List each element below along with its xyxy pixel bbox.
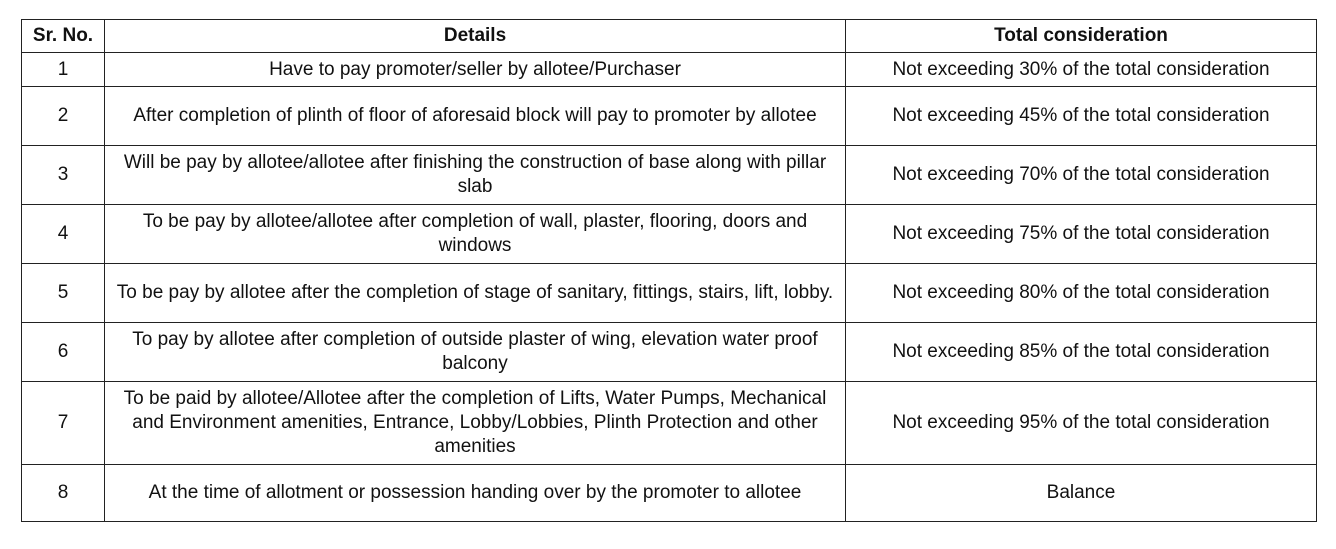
cell-total: Not exceeding 85% of the total consideration bbox=[846, 323, 1317, 382]
table-row bbox=[22, 205, 1317, 264]
table-row bbox=[22, 146, 1317, 205]
cell-sr-no: 8 bbox=[22, 465, 105, 522]
cell-sr-no: 2 bbox=[22, 87, 105, 146]
cell-total: Not exceeding 30% of the total consideration bbox=[846, 53, 1317, 87]
cell-total: Not exceeding 95% of the total consideration bbox=[846, 382, 1317, 465]
cell-total: Balance bbox=[846, 465, 1317, 522]
table-header bbox=[22, 20, 1317, 53]
table-row bbox=[22, 382, 1317, 465]
header-sr-no: Sr. No. bbox=[22, 20, 105, 53]
cell-sr-no: 5 bbox=[22, 264, 105, 323]
table-row bbox=[22, 264, 1317, 323]
cell-total: Not exceeding 75% of the total consideration bbox=[846, 205, 1317, 264]
cell-sr-no: 4 bbox=[22, 205, 105, 264]
cell-total: Not exceeding 80% of the total consideration bbox=[846, 264, 1317, 323]
cell-sr-no: 1 bbox=[22, 53, 105, 87]
cell-total: Not exceeding 70% of the total consideration bbox=[846, 146, 1317, 205]
cell-details: Have to pay promoter/seller by allotee/Purchaser bbox=[105, 53, 846, 87]
cell-details: To be pay by allotee after the completion of stage of sanitary, fittings, stairs, lift, lobby. bbox=[105, 264, 846, 323]
table-row bbox=[22, 323, 1317, 382]
header-details: Details bbox=[105, 20, 846, 53]
table-row bbox=[22, 465, 1317, 522]
cell-details: Will be pay by allotee/allotee after finishing the construction of base along with pillar slab bbox=[105, 146, 846, 205]
cell-sr-no: 6 bbox=[22, 323, 105, 382]
header-total-consideration: Total consideration bbox=[846, 20, 1317, 53]
cell-sr-no: 7 bbox=[22, 382, 105, 465]
table-row bbox=[22, 53, 1317, 87]
header-row bbox=[22, 20, 1317, 53]
cell-details: To be pay by allotee/allotee after completion of wall, plaster, flooring, doors and windows bbox=[105, 205, 846, 264]
cell-details: After completion of plinth of floor of aforesaid block will pay to promoter by allotee bbox=[105, 87, 846, 146]
table-body bbox=[22, 53, 1317, 522]
table-row bbox=[22, 87, 1317, 146]
payment-schedule-table bbox=[21, 19, 1317, 522]
cell-sr-no: 3 bbox=[22, 146, 105, 205]
cell-details: At the time of allotment or possession handing over by the promoter to allotee bbox=[105, 465, 846, 522]
cell-total: Not exceeding 45% of the total consideration bbox=[846, 87, 1317, 146]
cell-details: To pay by allotee after completion of outside plaster of wing, elevation water proof balcony bbox=[105, 323, 846, 382]
cell-details: To be paid by allotee/Allotee after the completion of Lifts, Water Pumps, Mechanical and Environment amenities, Entrance, Lobby/Lobbies, Plinth Protection and other amenities bbox=[105, 382, 846, 465]
